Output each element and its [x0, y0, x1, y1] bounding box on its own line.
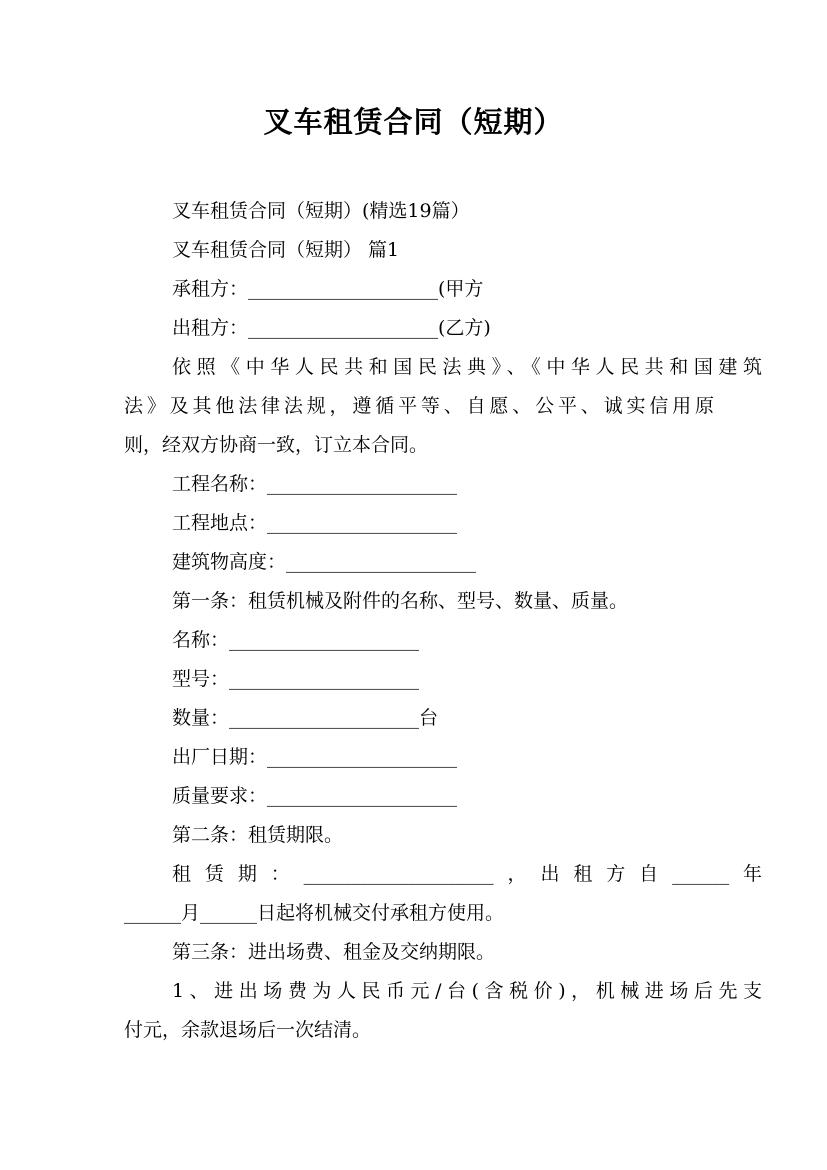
lessee-line: 承租方：____________________(甲方 — [172, 278, 484, 300]
project-name-line: 工程名称：____________________ — [172, 473, 458, 495]
lessor-line: 出租方：____________________(乙方) — [172, 317, 491, 339]
lease-term-line: ______月______日起将机械交付承租方使用。 — [124, 902, 505, 924]
article-heading: 第三条：进出场费、租金及交纳期限。 — [172, 941, 496, 963]
paragraph-line: 付元，余款退场后一次结清。 — [124, 1019, 372, 1041]
lease-term-line: 租赁期：____________________，出租方自______年 — [172, 863, 762, 885]
factory-date-line: 出厂日期：____________________ — [172, 746, 458, 768]
paragraph-line: 依照《中华人民共和国民法典》、《中华人民共和国建筑 — [172, 356, 762, 378]
project-location-line: 工程地点：____________________ — [172, 512, 458, 534]
model-line: 型号：____________________ — [172, 668, 420, 690]
paragraph-line: 则，经双方协商一致，订立本合同。 — [124, 434, 429, 456]
paragraph-line: 法》及其他法律法规，遵循平等、自愿、公平、诚实信用原 — [124, 395, 714, 417]
document-title: 叉车租赁合同（短期） — [263, 105, 564, 139]
section-heading: 叉车租赁合同（短期） 篇1 — [172, 239, 400, 261]
article-heading: 第一条：租赁机械及附件的名称、型号、数量、质量。 — [172, 590, 629, 612]
name-line: 名称：____________________ — [172, 629, 420, 651]
article-heading: 第二条：租赁期限。 — [172, 824, 344, 846]
subtitle-line: 叉车租赁合同（短期）(精选19篇） — [172, 200, 470, 222]
building-height-line: 建筑物高度：____________________ — [172, 551, 477, 573]
paragraph-line: 1、进出场费为人民币元/台(含税价)，机械进场后先支 — [172, 980, 762, 1002]
quality-line: 质量要求：____________________ — [172, 785, 458, 807]
quantity-line: 数量：____________________台 — [172, 707, 439, 729]
